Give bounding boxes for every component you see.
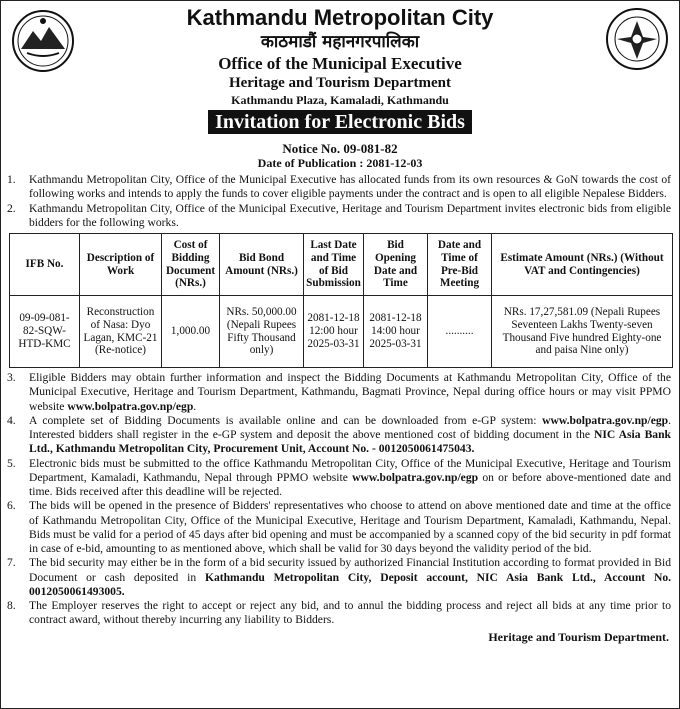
- list-item: [7, 414, 671, 457]
- publication-date: Date of Publication : 2081-12-03: [257, 156, 423, 170]
- website-link[interactable]: www.bolpatra.gov.np/egp: [542, 413, 669, 427]
- item-text: The Employer reserves the right to accept or reject any bid, and to annul the bidding process and reject all bids at any time prior to contract award, without thereby incurring any liability to Bidders.: [29, 599, 671, 627]
- table-row: [10, 296, 673, 368]
- list-item: [7, 457, 671, 500]
- bids-table: [9, 233, 673, 368]
- bid-bond-amount: NRs. 50,000.00 (Nepali Rupees Fifty Thousand only): [220, 296, 304, 368]
- nepal-emblem-icon: [11, 9, 75, 73]
- city-title: Kathmandu Metropolitan City: [186, 5, 494, 30]
- date-line: 2081-12-18: [307, 312, 360, 325]
- ifb-number: 09-09-081-82-SQW-HTD-KMC: [10, 296, 80, 368]
- notice-items-continued: [1, 371, 679, 628]
- pre-bid-meeting: ..........: [428, 296, 492, 368]
- item-number: 5.: [7, 456, 16, 470]
- column-header: Estimate Amount (NRs.) (Without VAT and Contingencies): [492, 234, 673, 296]
- website-link[interactable]: www.bolpatra.gov.np/egp: [352, 470, 479, 484]
- notice-banner: Invitation for Electronic Bids: [208, 110, 472, 134]
- text-run: The bid security may either be in the form of a bid security issued by authorized Financial Institution according to format provided in Bid Document or cash deposited in: [29, 556, 671, 584]
- office-name: Office of the Municipal Executive: [218, 54, 462, 73]
- city-title-nepali: काठमाडौं महानगरपालिका: [260, 32, 420, 52]
- column-header: IFB No.: [10, 234, 80, 296]
- notice-items: [1, 173, 679, 230]
- website-link[interactable]: www.bolpatra.gov.np/egp: [67, 399, 194, 413]
- text-run: .: [193, 399, 197, 413]
- list-item: [7, 599, 671, 628]
- list-item: [7, 556, 671, 599]
- list-item: [7, 202, 671, 231]
- list-item: [7, 173, 671, 202]
- text-run: Electronic bids must be submitted to the office Kathmandu Metropolitan City, Office of the Municipal Executive, Heritage and Tourism Department, Kamaladi, Kathmandu, Nepal through PPMO website: [29, 456, 671, 484]
- item-number: 7.: [7, 556, 16, 570]
- signature-department: Heritage and Tourism Department.: [488, 629, 669, 644]
- item-number: 6.: [7, 499, 16, 513]
- date-line: 2025-03-31: [307, 337, 360, 350]
- column-header: Cost of Bidding Document (NRs.): [162, 234, 220, 296]
- text-run: . Interested bidders shall register in the e-GP system and deposit the above mentioned cost of bidding document in the: [29, 413, 671, 441]
- item-number: 1.: [7, 173, 16, 186]
- notice-header: [1, 1, 679, 141]
- time-line: 14:00 hour: [371, 325, 420, 338]
- column-header: Bid Bond Amount (NRs.): [220, 234, 304, 296]
- table-header-row: [10, 234, 673, 296]
- text-run: on or before above-mentioned date and time. Bids received after this deadline will be rejected.: [29, 470, 672, 498]
- office-address: Kathmandu Plaza, Kamaladi, Kathmandu: [231, 93, 449, 107]
- deposit-account-text: Kathmandu Metropolitan City, Deposit account, NIC Asia Bank Ltd., Account No. 0012050061493005.: [29, 570, 672, 598]
- text-run: A complete set of Bidding Documents is available online and can be downloaded from e-GP system:: [29, 413, 543, 427]
- work-description: Reconstruction of Nasa: Dyo Lagan, KMC-21 (Re-notice): [80, 296, 162, 368]
- item-text: [29, 556, 671, 599]
- last-submission-date: [304, 296, 364, 368]
- item-number: 3.: [7, 371, 16, 384]
- date-line: 2025-03-31: [369, 337, 422, 350]
- text-run: Eligible Bidders may obtain further information and inspect the Bidding Documents at Kathmandu Metropolitan City, Office of the Municipal Executive, Heritage and Tourism Department, Kathmandu, Bagmati Province, Nepal during office hours or may visit PPMO website: [29, 371, 671, 413]
- bank-account-text: NIC Asia Bank Ltd., Kathmandu Metropolitan City, Procurement Unit, Account No. - 0012050061475043.: [29, 428, 672, 456]
- list-item: [7, 499, 671, 556]
- document-cost: 1,000.00: [162, 296, 220, 368]
- bid-opening-date: [364, 296, 428, 368]
- column-header: Last Date and Time of Bid Submission: [304, 234, 364, 296]
- column-header: Description of Work: [80, 234, 162, 296]
- item-text: [29, 414, 671, 457]
- item-text: [29, 457, 671, 500]
- item-number: 8.: [7, 599, 16, 612]
- item-text: Kathmandu Metropolitan City, Office of the Municipal Executive has allocated funds from its own resources & GoN towards the cost of following works and intends to apply the funds to cover eligible payments under the contract and is open to all eligible Nepalese Bidders.: [29, 173, 671, 201]
- item-number: 2.: [7, 201, 16, 215]
- column-header: Bid Opening Date and Time: [364, 234, 428, 296]
- department-name: Heritage and Tourism Department: [228, 75, 452, 91]
- item-text: The bids will be opened in the presence of Bidders' representatives who choose to attend on above mentioned date and time at the office of Kathmandu Metropolitan City, Office of the Municipal Executive, Heritage and Tourism Department, Kamaladi, Kathmandu, Nepal. Bids must be valid for a period of 45 days after bid opening and must be accompanied by a scanned copy of the bid security in pdf format in case of e-bid, amounting to as mentioned above, which shall be valid for 30 days beyond the validity period of the bid.: [29, 499, 671, 555]
- notice-number: Notice No. 09-081-82: [282, 141, 398, 156]
- item-number: 4.: [7, 413, 16, 427]
- kmc-seal-icon: [605, 7, 669, 75]
- estimate-amount: NRs. 17,27,581.09 (Nepali Rupees Seventeen Lakhs Twenty-seven Thousand Five hundred Eighty-one and paisa Nine only): [492, 296, 673, 368]
- time-line: 12:00 hour: [309, 325, 358, 338]
- item-text: [29, 371, 671, 414]
- list-item: [7, 371, 671, 414]
- item-text: Kathmandu Metropolitan City, Office of the Municipal Executive, Heritage and Tourism Department invites electronic bids from eligible bidders for the following works.: [29, 201, 671, 229]
- date-line: 2081-12-18: [369, 312, 422, 325]
- column-header: Date and Time of Pre-Bid Meeting: [428, 234, 492, 296]
